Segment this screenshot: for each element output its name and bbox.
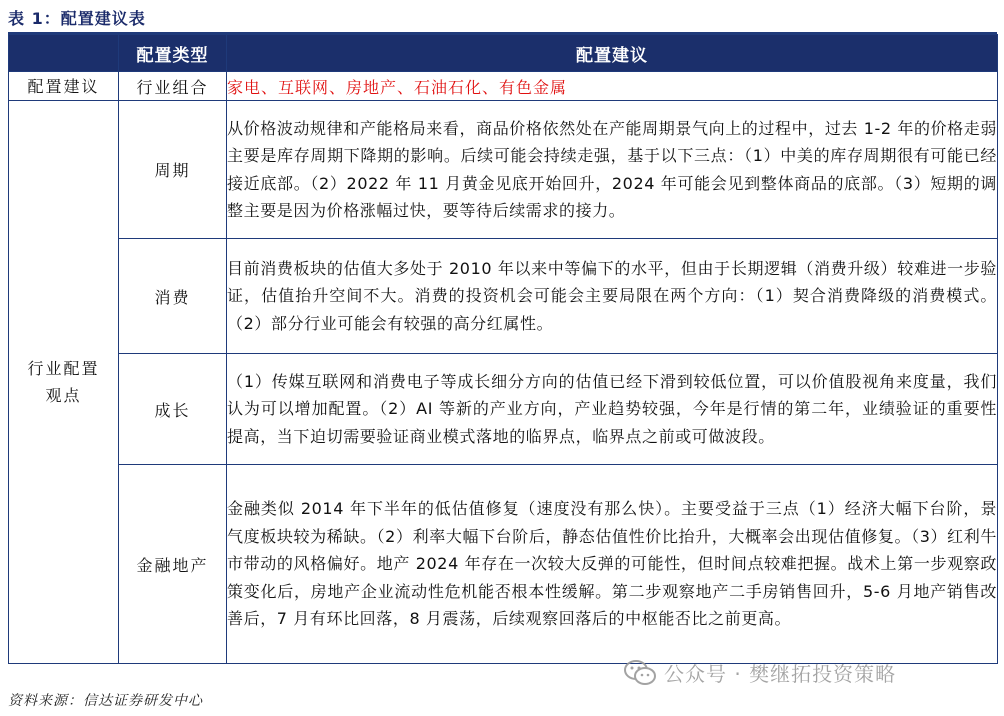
- source-note: 资料来源：信达证券研发中心: [8, 693, 203, 709]
- table-row: [9, 354, 998, 465]
- header-type: 配置类型: [119, 35, 227, 72]
- header-advice: 配置建议: [227, 35, 998, 72]
- table-row: [9, 101, 998, 239]
- type-cell: 成长: [119, 354, 227, 465]
- watermark-text: 公众号 · 樊继拓投资策略: [664, 662, 897, 686]
- group-category-cell: [9, 101, 119, 664]
- table-title: 表 1：配置建议表: [8, 9, 146, 28]
- type-cell: 行业组合: [119, 72, 227, 101]
- advice-cell: 从价格波动规律和产能格局来看，商品价格依然处在产能周期景气向上的过程中，过去 1-2 年的价格走弱主要是库存周期下降期的影响。后续可能会持续走强，基于以下三点：（1）中美的库存周期很有可能已经接近底部。（2）2022 年 11 月黄金见底开始回升，2024 年可能会见到整体商品的底部。（3）短期的调整主要是因为价格涨幅过快，要等待后续需求的接力。: [227, 101, 998, 239]
- advice-cell: （1）传媒互联网和消费电子等成长细分方向的估值已经下滑到较低位置，可以价值股视角来度量，我们认为可以增加配置。（2）AI 等新的产业方向，产业趋势较强，今年是行情的第二年，业绩验证的重要性提高，当下迫切需要验证商业模式落地的临界点，临界点之前或可做波段。: [227, 354, 998, 465]
- wechat-icon: [624, 659, 656, 687]
- group-category-label: 行业配置观点: [27, 359, 100, 405]
- type-cell: 消费: [119, 239, 227, 354]
- advice-cell: 目前消费板块的估值大多处于 2010 年以来中等偏下的水平，但由于长期逻辑（消费升级）较难进一步验证，估值抬升空间不大。消费的投资机会可能会主要局限在两个方向：（1）契合消费降级的消费模式。（2）部分行业可能会有较强的高分红属性。: [227, 239, 998, 354]
- table-row: [9, 72, 998, 101]
- advice-cell: 金融类似 2014 年下半年的低估值修复（速度没有那么快）。主要受益于三点（1）经济大幅下台阶，景气度板块较为稀缺。（2）利率大幅下台阶后，静态估值性价比抬升，大概率会出现估值修复。（3）红利牛市带动的风格偏好。地产 2024 年存在一次较大反弹的可能性，但时间点较难把握。战术上第一步观察政策变化后，房地产企业流动性危机能否根本性缓解。第二步观察地产二手房销售回升，5-6 月地产销售改善后，7 月有环比回落，8 月震荡，后续观察回落后的中枢能否比之前更高。: [227, 465, 998, 664]
- config-table: [8, 34, 998, 664]
- header-blank-cell: [9, 35, 119, 72]
- type-cell: 金融地产: [119, 465, 227, 664]
- watermark: [624, 658, 896, 687]
- table-row: [9, 465, 998, 664]
- table-row: [9, 239, 998, 354]
- header-row: [9, 35, 998, 72]
- type-cell: 周期: [119, 101, 227, 239]
- industry-combination: 家电、互联网、房地产、石油石化、有色金属: [227, 72, 998, 101]
- category-cell: 配置建议: [9, 72, 119, 101]
